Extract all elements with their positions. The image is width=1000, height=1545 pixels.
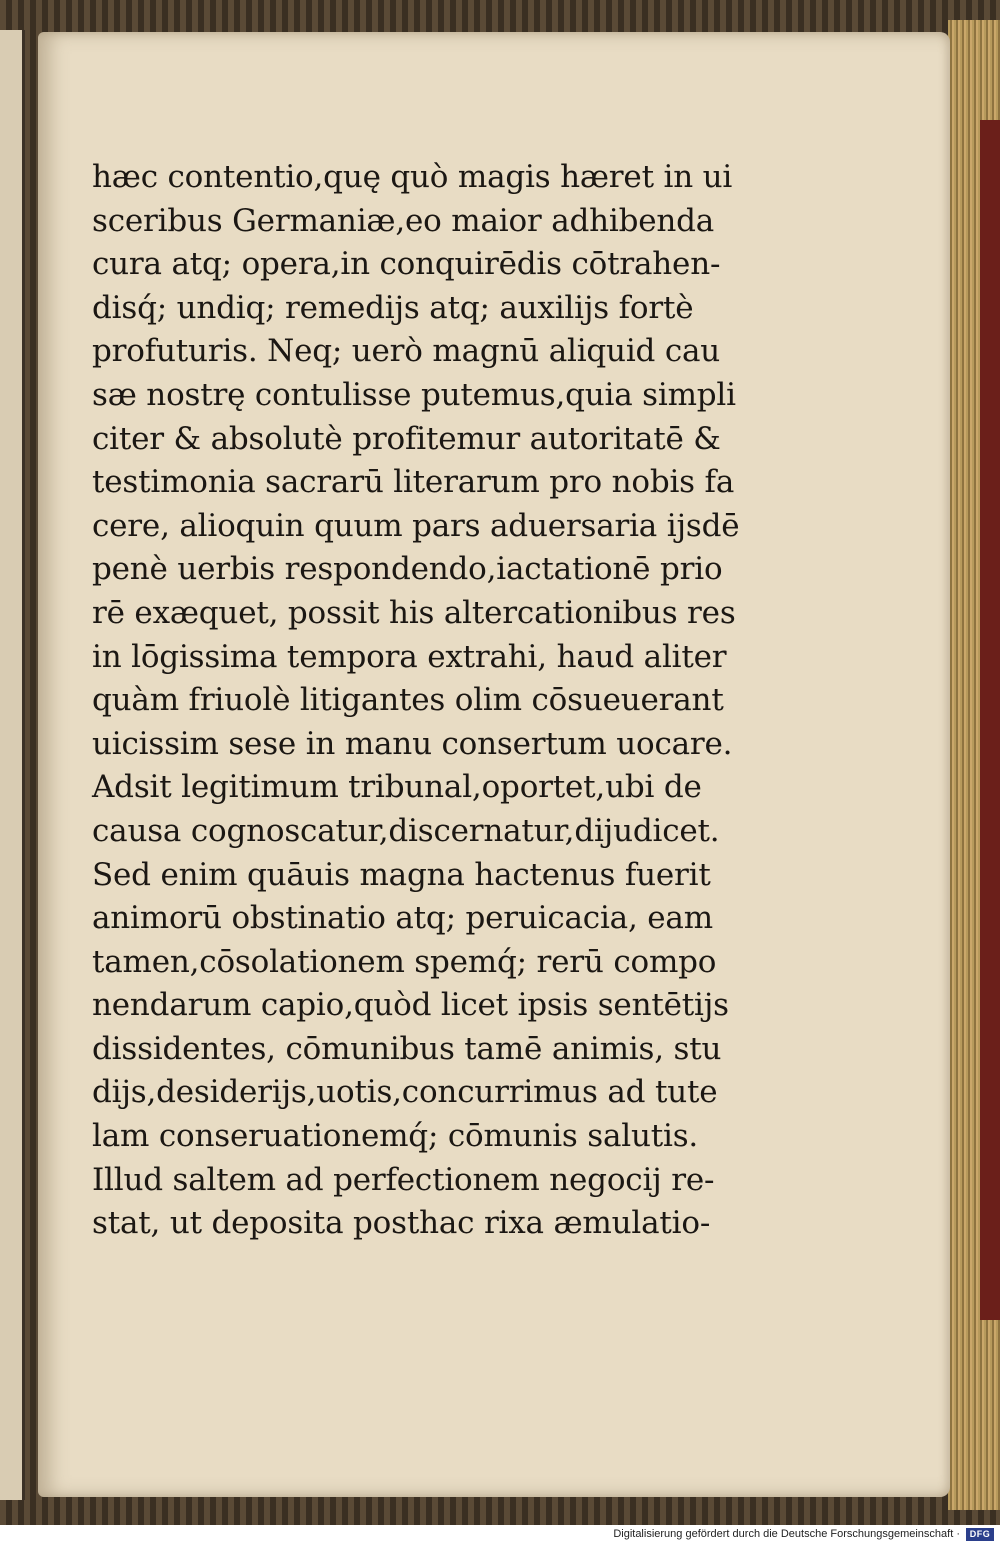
text-line: dissidentes, cōmunibus tamē animis, stu (92, 1030, 722, 1067)
text-line: disq́; undiq; remedijs atq; auxilijs fortè (92, 289, 694, 326)
text-line: hæc contentio,quę quò magis hæret in ui (92, 159, 733, 195)
text-line: nendarum capio,quòd licet ipsis sentētijs (92, 987, 729, 1024)
text-line: Illud saltem ad perfectionem negocij re- (92, 1161, 715, 1198)
text-line: uicissim sese in manu consertum uocare. (92, 725, 733, 762)
leather-binding-edge (980, 120, 1000, 1320)
text-line: Adsit legitimum tribunal,oportet,ubi de (92, 769, 702, 806)
text-line: causa cognoscatur,discernatur,dijudicet. (92, 812, 720, 849)
facing-page-edge (0, 30, 25, 1500)
text-line: lam conseruationemq́; cōmunis salutis. (92, 1118, 699, 1155)
text-line: tamen,cōsolationem spemq́; rerū compo (92, 943, 717, 980)
text-line: sæ nostrę contulisse putemus,quia simpli (92, 376, 736, 413)
text-line: cere, alioquin quum pars aduersaria ijsdē (92, 507, 740, 544)
text-line: rē exæquet, possit his altercationibus res (92, 594, 736, 631)
text-line: testimonia sacrarū literarum pro nobis fa (92, 464, 735, 501)
text-line: quàm friuolè litigantes olim cōsueuerant (92, 682, 724, 719)
text-line: profuturis. Neq; uerò magnū aliquid cau (92, 333, 721, 370)
text-line: sceribus Germaniæ,eo maior adhibenda (92, 202, 715, 239)
text-line: cura atq; opera,in conquirēdis cōtrahen- (92, 246, 721, 283)
funding-credit: Digitalisierung gefördert durch die Deutsche Forschungsgemeinschaft · (613, 1528, 960, 1540)
page-text-block (92, 156, 740, 1246)
text-line: Sed enim quāuis magna hactenus fuerit (92, 856, 711, 893)
text-line: stat, ut deposita posthac rixa æmulatio- (92, 1205, 711, 1242)
dfg-logo: DFG (966, 1528, 994, 1541)
text-line: dijs,desiderijs,uotis,concurrimus ad tute (92, 1074, 718, 1111)
text-line: penè uerbis respondendo,iactationē prio (92, 551, 723, 588)
text-line: citer & absolutè profitemur autoritatē & (92, 420, 721, 457)
footer-bar (0, 1525, 1000, 1545)
text-line: in lōgissima tempora extrahi, haud aliter (92, 638, 727, 675)
text-line: animorū obstinatio atq; peruicacia, eam (92, 900, 713, 937)
